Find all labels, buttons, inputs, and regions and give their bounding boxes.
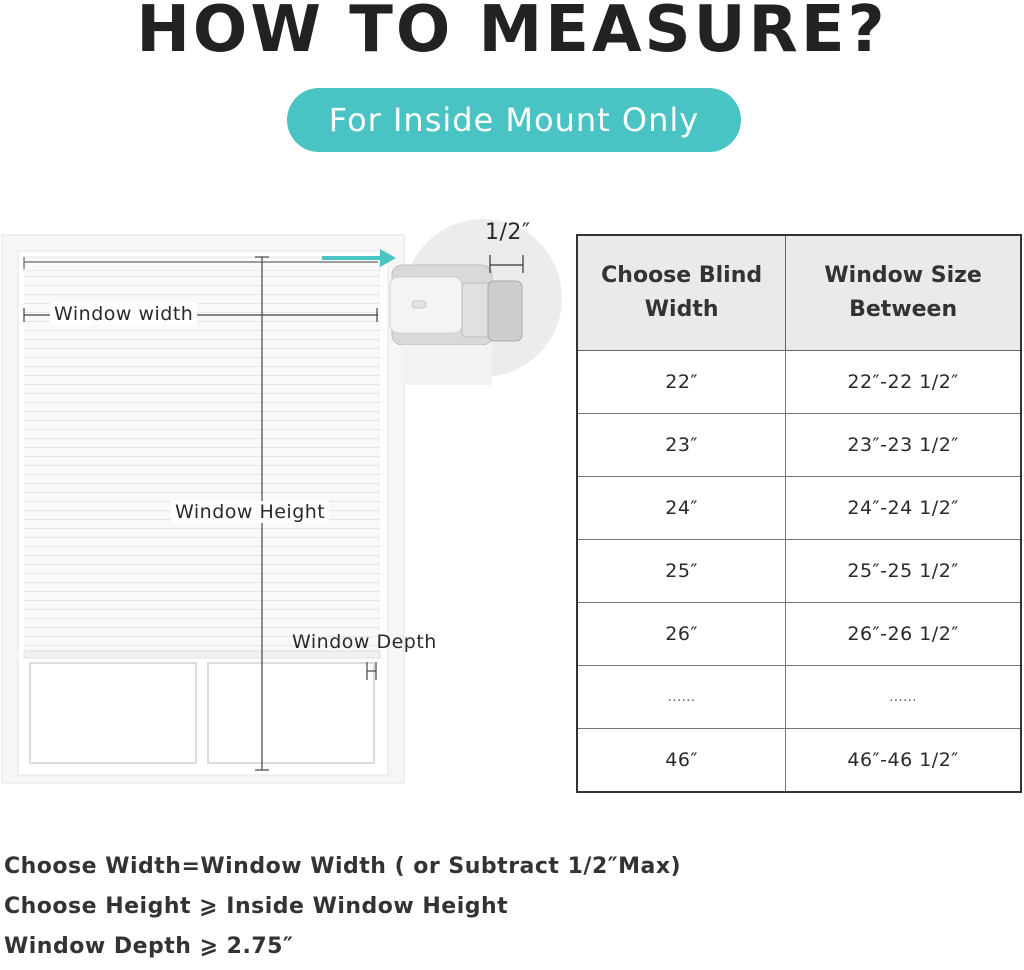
page-title: HOW TO MEASURE? [136, 0, 888, 67]
window-size-cell: 25″-25 1/2″ [786, 540, 1021, 603]
window-pane-left [30, 663, 196, 763]
window-size-cell: 24″-24 1/2″ [786, 477, 1021, 540]
measure-notes [4, 850, 681, 970]
header-blind-width: Choose Blind Width [577, 235, 786, 351]
gap-label: 1/2″ [485, 220, 531, 245]
blind-width-cell: 22″ [577, 351, 786, 414]
table-row [577, 729, 1021, 793]
blind-width-cell: 46″ [577, 729, 786, 793]
table-row [577, 666, 1021, 729]
cellular-shade [24, 271, 380, 657]
table-row [577, 477, 1021, 540]
window-pane-right [208, 663, 374, 763]
table-row [577, 603, 1021, 666]
blind-width-cell: ...... [577, 666, 786, 729]
blind-width-cell: 26″ [577, 603, 786, 666]
window-size-cell: 26″-26 1/2″ [786, 603, 1021, 666]
window-height-label: Window Height [171, 501, 329, 523]
blind-width-cell: 23″ [577, 414, 786, 477]
table-row [577, 540, 1021, 603]
table-row [577, 351, 1021, 414]
header-window-size: Window Size Between [786, 235, 1021, 351]
note-height: Choose Height ⩾ Inside Window Height [4, 894, 509, 919]
note-width: Choose Width=Window Width ( or Subtract 1/2″Max) [4, 854, 682, 879]
window-size-cell: ...... [786, 666, 1021, 729]
table-row [577, 414, 1021, 477]
size-table [576, 234, 1022, 793]
window-size-cell: 46″-46 1/2″ [786, 729, 1021, 793]
size-table-header [577, 235, 1021, 351]
inside-mount-badge [287, 88, 741, 152]
inside-mount-badge-label: For Inside Mount Only [328, 101, 700, 139]
window-depth-label: Window Depth [292, 631, 437, 653]
blind-width-cell: 25″ [577, 540, 786, 603]
window-measure-diagram [0, 205, 575, 785]
note-depth: Window Depth ⩾ 2.75″ [4, 934, 294, 959]
window-size-cell: 23″-23 1/2″ [786, 414, 1021, 477]
window-illustration [0, 205, 575, 785]
window-size-cell: 22″-22 1/2″ [786, 351, 1021, 414]
blind-width-cell: 24″ [577, 477, 786, 540]
window-width-label: Window width [50, 303, 197, 325]
